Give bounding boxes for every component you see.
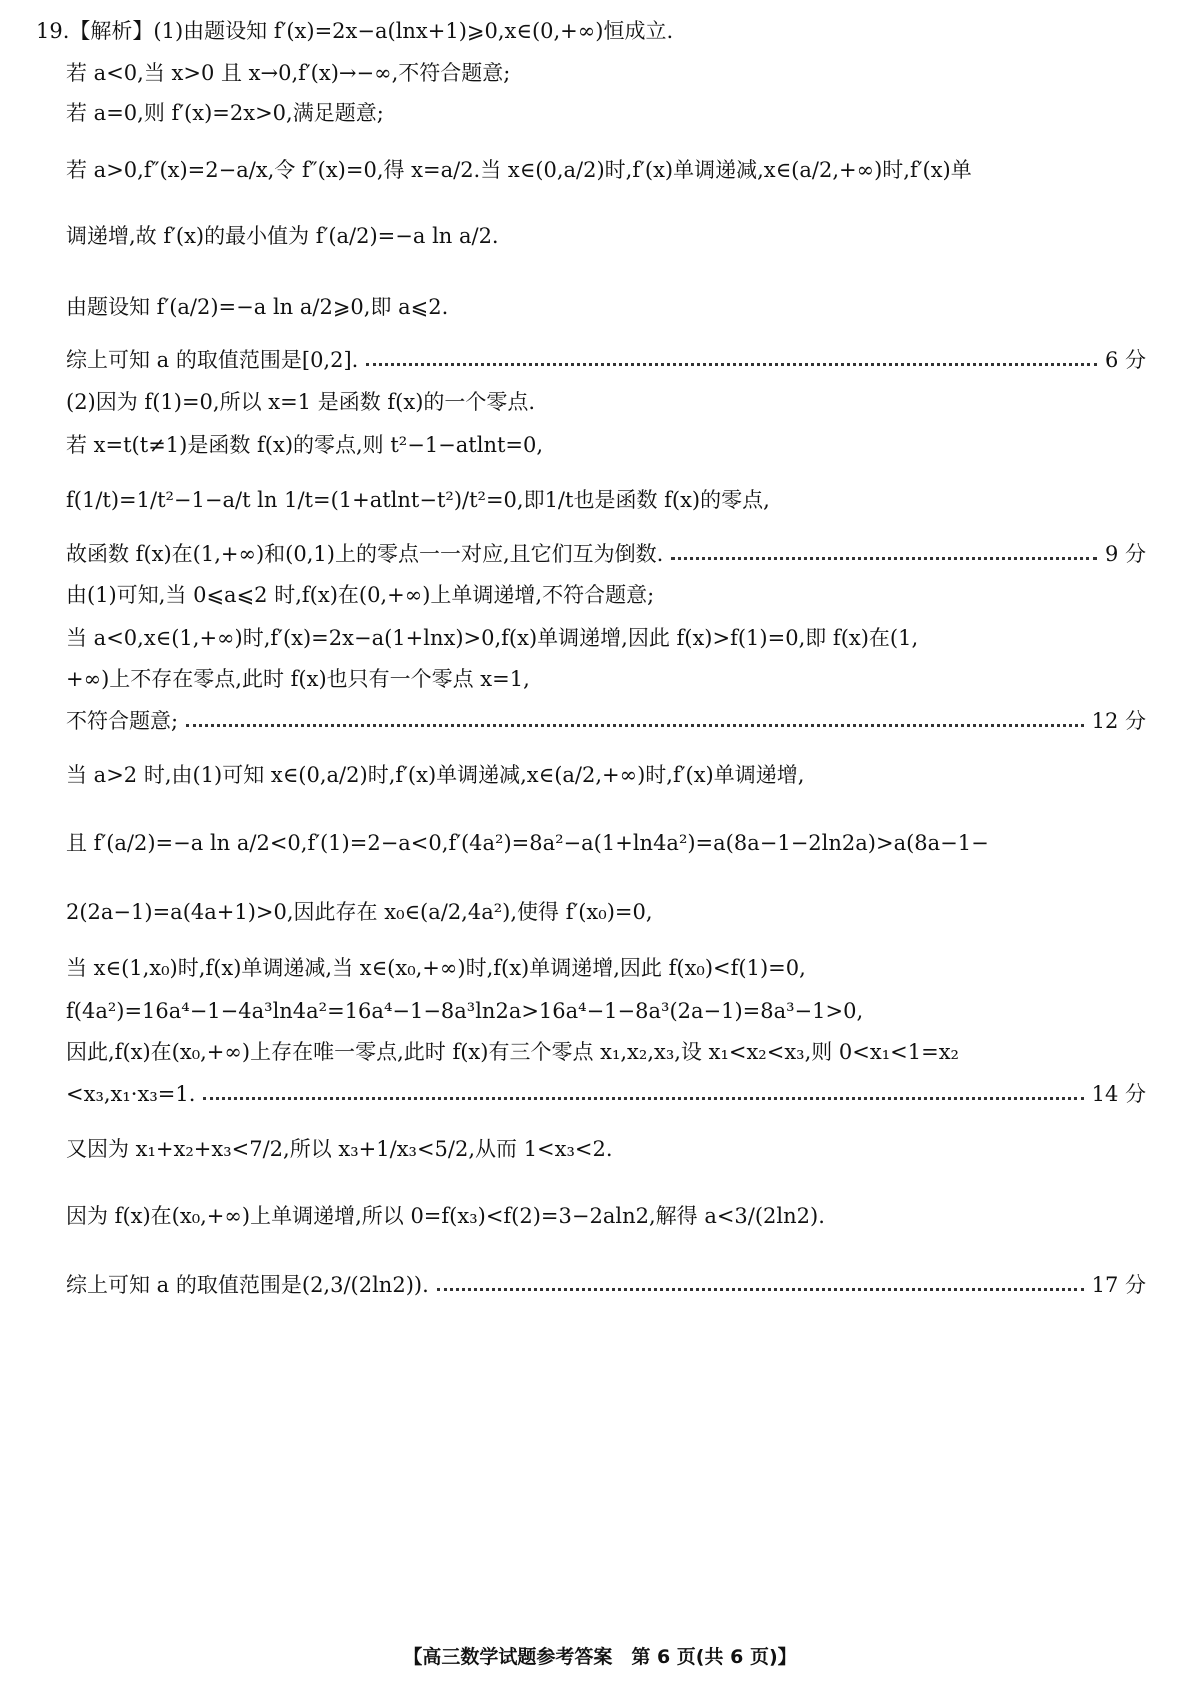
solution-line: 又因为 x₁+x₂+x₃<7/2,所以 x₃+1/x₃<5/2,从而 1<x₃<2. xyxy=(66,1137,613,1161)
score-line xyxy=(66,539,1146,569)
score-points: 17 分 xyxy=(1091,1273,1146,1297)
solution-line: 调递增,故 f′(x)的最小值为 f′(a/2)=−a ln a/2. xyxy=(66,224,499,248)
score-points: 14 分 xyxy=(1091,1082,1146,1106)
solution-line: 若 a<0,当 x>0 且 x→0,f′(x)→−∞,不符合题意; xyxy=(66,61,511,85)
score-line xyxy=(66,1079,1146,1109)
solution-line: 因为 f(x)在(x₀,+∞)上单调递增,所以 0=f(x₃)<f(2)=3−2aln2,解得 a<3/(2ln2). xyxy=(66,1204,825,1228)
score-line xyxy=(66,706,1146,736)
solution-line: f(1/t)=1/t²−1−a/t ln 1/t=(1+atlnt−t²)/t²=0,即1/t也是函数 f(x)的零点, xyxy=(66,488,770,512)
solution-line: 若 a=0,则 f′(x)=2x>0,满足题意; xyxy=(66,101,384,125)
score-line-text: 综上可知 a 的取值范围是[0,2]. xyxy=(66,348,359,372)
solution-line: 由题设知 f′(a/2)=−a ln a/2⩾0,即 a⩽2. xyxy=(66,295,449,319)
score-line xyxy=(66,345,1146,375)
solution-line: (2)因为 f(1)=0,所以 x=1 是函数 f(x)的一个零点. xyxy=(66,390,536,414)
solution-line: 当 x∈(1,x₀)时,f(x)单调递减,当 x∈(x₀,+∞)时,f(x)单调递增,因此 f(x₀)<f(1)=0, xyxy=(66,956,806,980)
leader-dots xyxy=(671,557,1097,560)
leader-dots xyxy=(366,363,1097,366)
score-points: 9 分 xyxy=(1104,542,1146,566)
score-line-text: 故函数 f(x)在(1,+∞)和(0,1)上的零点一一对应,且它们互为倒数. xyxy=(66,542,664,566)
solution-line: 2(2a−1)=a(4a+1)>0,因此存在 x₀∈(a/2,4a²),使得 f′(x₀)=0, xyxy=(66,900,653,924)
solution-line: 由(1)可知,当 0⩽a⩽2 时,f(x)在(0,+∞)上单调递增,不符合题意; xyxy=(66,583,655,607)
score-line-text: <x₃,x₁·x₃=1. xyxy=(66,1082,196,1106)
solution-line: 且 f′(a/2)=−a ln a/2<0,f′(1)=2−a<0,f′(4a²)=8a²−a(1+ln4a²)=a(8a−1−2ln2a)>a(8a−1− xyxy=(66,831,989,855)
solution-line: f(4a²)=16a⁴−1−4a³ln4a²=16a⁴−1−8a³ln2a>16a⁴−1−8a³(2a−1)=8a³−1>0, xyxy=(66,999,864,1023)
leader-dots xyxy=(437,1288,1084,1291)
solution-line: 因此,f(x)在(x₀,+∞)上存在唯一零点,此时 f(x)有三个零点 x₁,x₂,x₃,设 x₁<x₂<x₃,则 0<x₁<1=x₂ xyxy=(66,1040,959,1064)
page-footer: 【高三数学试题参考答案 第 6 页(共 6 页)】 xyxy=(403,1646,797,1668)
solution-line: +∞)上不存在零点,此时 f(x)也只有一个零点 x=1, xyxy=(66,667,530,691)
score-line xyxy=(66,1270,1146,1300)
solution-line: 若 a>0,f″(x)=2−a/x,令 f″(x)=0,得 x=a/2.当 x∈(0,a/2)时,f′(x)单调递减,x∈(a/2,+∞)时,f′(x)单 xyxy=(66,158,972,182)
score-line-text: 不符合题意; xyxy=(66,709,179,733)
score-line-text: 综上可知 a 的取值范围是(2,3/(2ln2)). xyxy=(66,1273,429,1297)
solution-line: 当 a<0,x∈(1,+∞)时,f′(x)=2x−a(1+lnx)>0,f(x)单调递增,因此 f(x)>f(1)=0,即 f(x)在(1, xyxy=(66,626,919,650)
leader-dots xyxy=(203,1097,1083,1100)
score-points: 12 分 xyxy=(1091,709,1146,733)
solution-header: 19.【解析】(1)由题设知 f′(x)=2x−a(lnx+1)⩾0,x∈(0,+∞)恒成立. xyxy=(36,19,674,43)
solution-line: 当 a>2 时,由(1)可知 x∈(0,a/2)时,f′(x)单调递减,x∈(a/2,+∞)时,f′(x)单调递增, xyxy=(66,763,805,787)
solution-line: 若 x=t(t≠1)是函数 f(x)的零点,则 t²−1−atlnt=0, xyxy=(66,433,544,457)
score-points: 6 分 xyxy=(1104,348,1146,372)
leader-dots xyxy=(186,724,1084,727)
